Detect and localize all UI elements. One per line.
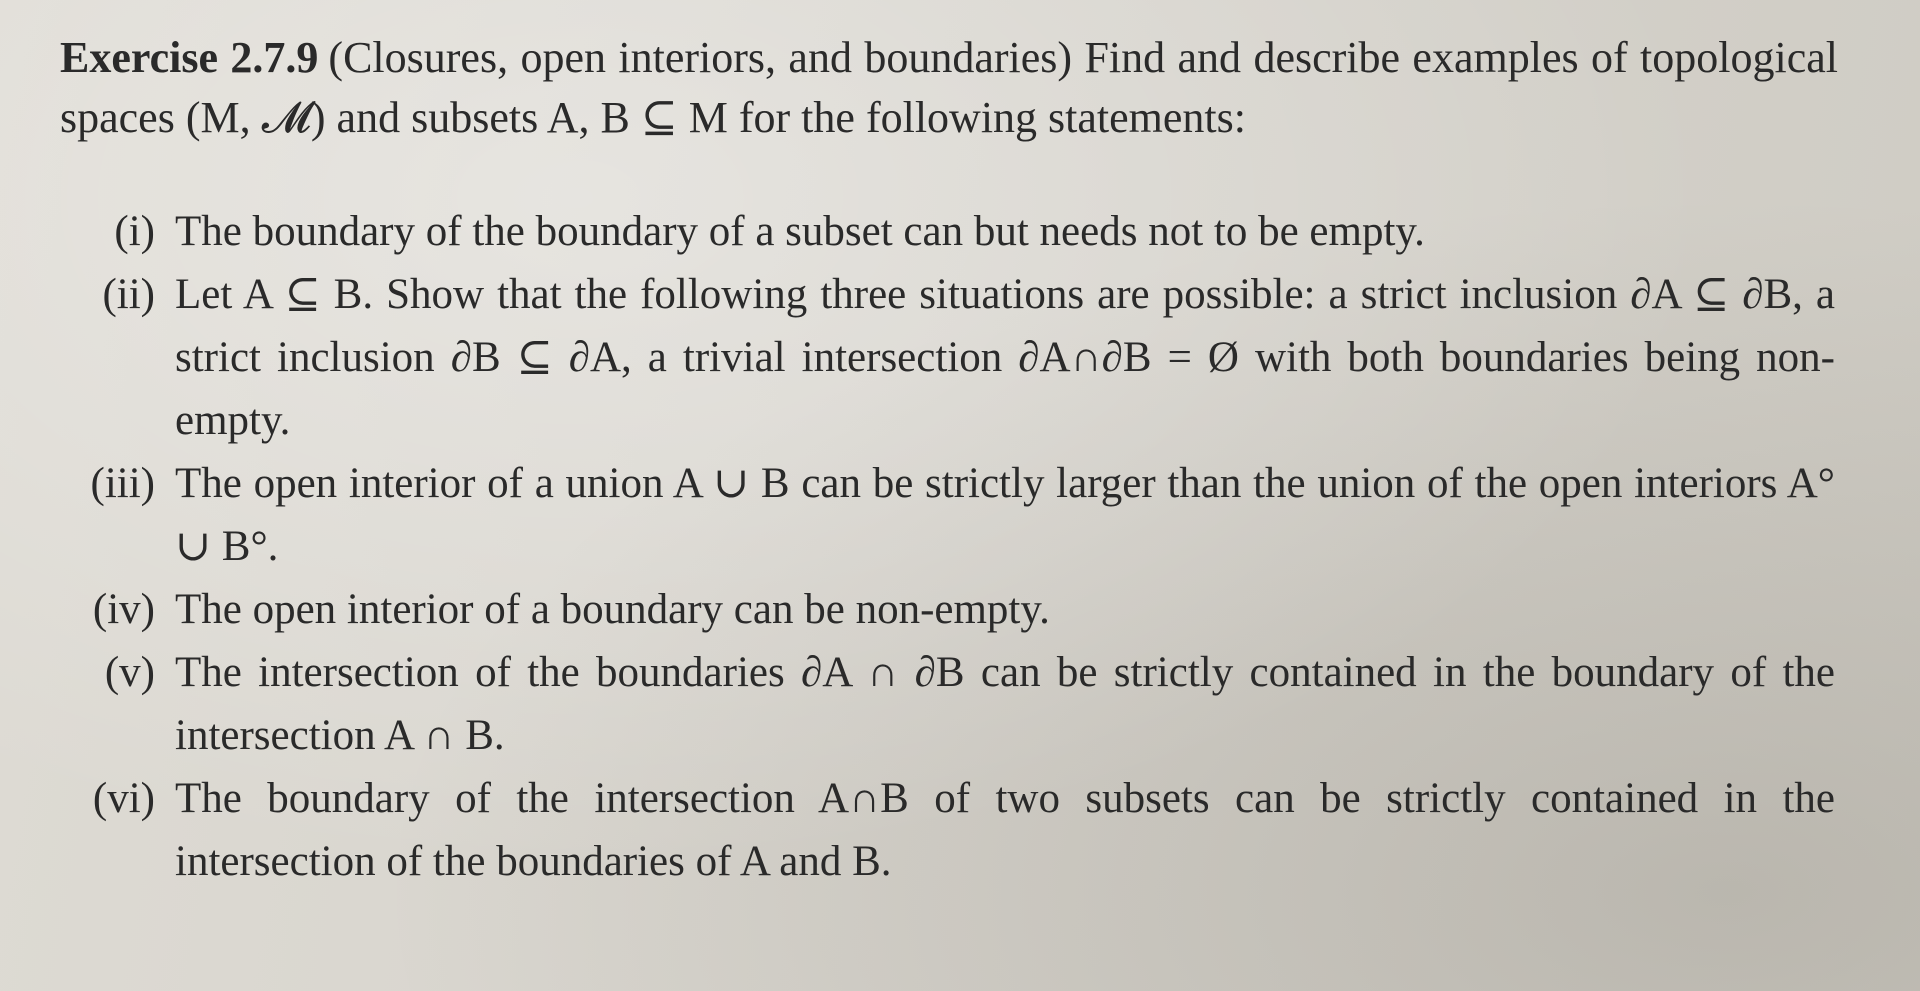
list-item	[60, 200, 1860, 263]
list-item	[60, 452, 1860, 578]
item-number: (ii)	[102, 271, 155, 318]
exercise-intro: (Closures, open interiors, and boundaries) Find and describe examples of topological spaces (M, 𝓜) and subsets A, B ⊆ M for the following statements:	[60, 33, 1838, 142]
item-text: The intersection of the boundaries ∂A ∩ ∂B can be strictly contained in the boundary of the intersection A ∩ B.	[175, 649, 1835, 759]
item-text: The boundary of the intersection A∩B of two subsets can be strictly contained in the intersection of the boundaries of A and B.	[175, 775, 1835, 885]
item-text: The open interior of a boundary can be non-empty.	[175, 586, 1050, 633]
exercise-heading	[60, 28, 1838, 148]
statement-list	[60, 200, 1860, 893]
item-number: (iii)	[90, 460, 155, 507]
item-text: The open interior of a union A ∪ B can be strictly larger than the union of the open interiors A° ∪ B°.	[175, 460, 1835, 570]
list-item	[60, 641, 1860, 767]
item-number: (vi)	[92, 775, 155, 822]
exercise-page	[60, 28, 1860, 893]
list-item	[60, 578, 1860, 641]
item-text: Let A ⊆ B. Show that the following three situations are possible: a strict inclusion ∂A ⊆ ∂B, a strict inclusion ∂B ⊆ ∂A, a trivial intersection ∂A∩∂B = Ø with both boundaries being non-empty.	[175, 271, 1835, 444]
item-number: (v)	[104, 649, 155, 696]
list-item	[60, 767, 1860, 893]
list-item	[60, 263, 1860, 452]
item-number: (i)	[114, 208, 155, 255]
exercise-label: Exercise 2.7.9	[60, 33, 319, 82]
item-number: (iv)	[92, 586, 155, 633]
item-text: The boundary of the boundary of a subset can but needs not to be empty.	[175, 208, 1425, 255]
